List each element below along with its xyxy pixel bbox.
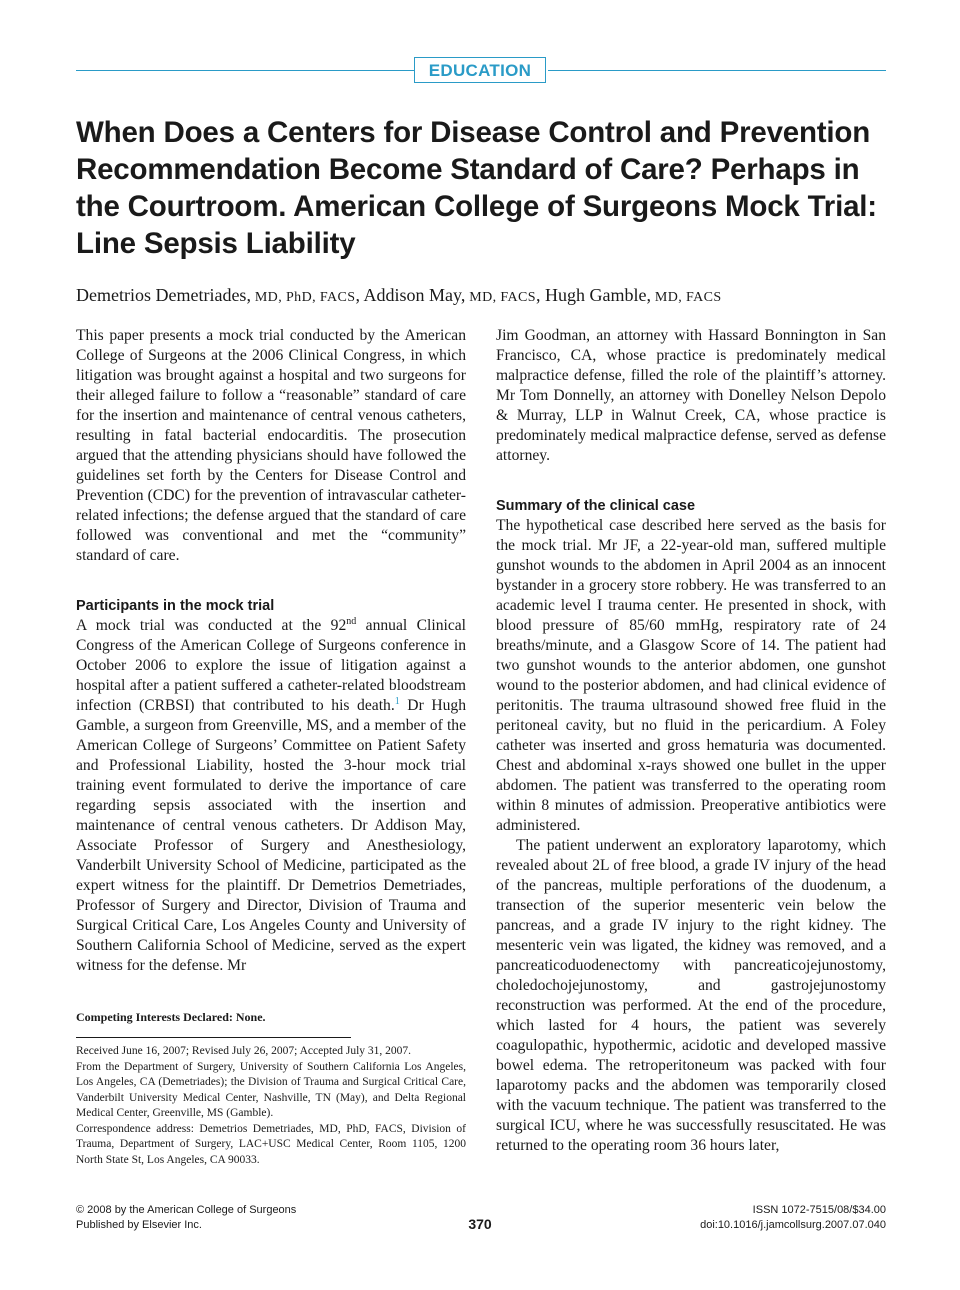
footnote-rule (76, 1037, 351, 1038)
author-degrees: MD, FACS (650, 290, 722, 305)
body-column-right (496, 326, 886, 1156)
publisher-notice: Published by Elsevier Inc. (76, 1219, 202, 1231)
footer-left (76, 1203, 296, 1233)
section-label: EDUCATION (414, 57, 546, 83)
affiliations: From the Department of Surgery, University of Southern California Los Angeles, Los Angeles, CA (Demetriades); the Division of Trauma and Surgical Critical Care, Vanderbilt University Medical Center, Nashville, TN (May), and Delta Regional Medical Center, Greenville, MS (Gamble). (76, 1060, 466, 1119)
author-name: Hugh Gamble, (544, 285, 651, 305)
section-heading-participants: Participants in the mock trial (76, 598, 275, 614)
participants-text-b: annual Clinical Congress of the American College of Surgeons conference in October 2006 to explore the issue of litigation against a hospital after a patient suffered a catheter-related bloodstream infection (CRBSI) that contributed to his death. (76, 617, 466, 714)
author-degrees: MD, PhD, FACS (250, 290, 356, 305)
page-number: 370 (468, 1216, 492, 1232)
copyright-notice: © 2008 by the American College of Surgeons (76, 1204, 297, 1216)
author-name: Addison May, (363, 285, 466, 305)
footnote-area (76, 1009, 466, 1168)
ordinal-superscript: nd (346, 615, 357, 627)
author-name: Demetrios Demetriades, (76, 285, 251, 305)
doi-link[interactable]: doi:10.1016/j.jamcollsurg.2007.07.040 (700, 1219, 886, 1231)
issn: ISSN 1072-7515/08/$34.00 (752, 1204, 886, 1216)
received-dates: Received June 16, 2007; Revised July 26, 2007; Accepted July 31, 2007. (76, 1045, 412, 1057)
footer-right (700, 1203, 886, 1233)
correspondence-address: Correspondence address: Demetrios Demetriades, MD, PhD, FACS, Division of Trauma, Department of Surgery, LAC+USC Medical Center, Room 1105, 1200 North State St, Los Angeles, CA 90033. (76, 1122, 466, 1166)
participants-text-c: Dr Hugh Gamble, a surgeon from Greenville, MS, and a member of the American College of Surgeons’ Committee on Patient Safety and Professional Liability, hosted the 3-hour mock trial training event formulated to derive the importance of care regarding sepsis associated with the insertion and maintenance of central venous catheters. Dr Addison May, Associate Professor of Surgery and Anesthesiology, Vanderbilt University School of Medicine, participated as the expert witness for the plaintiff. Dr Demetrios Demetriades, Professor of Surgery and Director, Division of Trauma and Surgical Critical Care, Los Angeles County and University of Southern California School of Medicine, served as the expert witness for the defense. Mr (76, 697, 466, 974)
author-separator: , (355, 285, 364, 305)
author-degrees: MD, FACS (465, 290, 536, 305)
competing-interests: Competing Interests Declared: None. (76, 1010, 266, 1024)
clinical-paragraph-2: The patient underwent an exploratory laparotomy, which revealed about 2L of free blood, a grade IV injury of the head of the pancreas, multiple perforations of the duodenum, a transection of the superior mesenteric vein below the pancreas, and a grade IV injury to the right kidney. The mesenteric vein was ligated, the kidney was removed, and a pancreaticoduodenectomy with pancreaticojejunostomy, choledochojejunostomy, and gastrojejunostomy reconstruction was performed. At the end of the procedure, which lasted for 4 hours, the patient was severely coagulopathic, hypothermic, acidotic and developed massive bowel edema. The retroperitoneum was packed with four laparotomy packs and the abdomen was temporarily closed with the vacuum technique. The patient was transferred to the surgical ICU, where he was successfully resuscitated. He was returned to the operating room 36 hours later, (496, 837, 886, 1154)
body-column-left (76, 326, 466, 976)
participants-text-a: A mock trial was conducted at the 92 (76, 617, 347, 634)
clinical-paragraph-1: The hypothetical case described here served as the basis for the mock trial. Mr JF, a 22-year-old man, suffered multiple gunshot wounds to the abdomen in April 2004 as an innocent bystander in a grocery store robbery. He was transferred to an academic level I trauma center. He presented in shock, with blood pressure of 85/60 mmHg, respiratory rate of 24 breaths/minute, and a Glasgow Score of 14. The patient had two gunshot wounds to the anterior abdomen, one gunshot wound to the posterior abdomen, and had clinical evidence of peritonitis. The trauma ultrasound showed free fluid in the peritoneal cavity, but no fluid in the pericardium. A Foley catheter was inserted and gross hematuria was documented. Chest and abdominal x-rays showed one bullet in the upper abdomen. The patient was transferred to the operating room within 8 minutes of admission. Preoperative antibiotics were administered. (496, 517, 886, 834)
participants-paragraph (76, 616, 466, 976)
section-heading-clinical: Summary of the clinical case (496, 498, 696, 514)
participants-continued: Jim Goodman, an attorney with Hassard Bonnington in San Francisco, CA, whose practice is predominately medical malpractice defense, filled the role of the plaintiff’s attorney. Mr Tom Donnelly, an attorney with Donelley Nelson Depolo & Murray, LLP in Walnut Creek, CA, whose practice is predominately medical malpractice defense, served as defense attorney. (496, 327, 886, 464)
author-list (76, 283, 886, 310)
header-rule-left (76, 70, 414, 71)
reference-superscript[interactable]: 1 (394, 695, 400, 707)
author-separator: , (535, 285, 545, 305)
header-rule-right (548, 70, 886, 71)
article-title: When Does a Centers for Disease Control and Prevention Recommendation Become Standard of Care? Perhaps in the Courtroom. American College of Surgeons Mock Trial: Line Sepsis Liability (76, 116, 877, 260)
abstract-paragraph: This paper presents a mock trial conducted by the American College of Surgeons at the 2006 Clinical Congress, in which litigation was brought against a hospital and two surgeons for their alleged failure to follow a “reasonable” standard of care for the insertion and maintenance of central venous catheters, resulting in fatal bacterial endocarditis. The prosecution argued that the attending physicians should have followed the guidelines set forth by the Centers for Disease Control and Prevention (CDC) for the prevention of intravascular catheter-related infections; the defense argued that the standard of care followed was conventional and met the “community” standard of care. (76, 327, 466, 564)
